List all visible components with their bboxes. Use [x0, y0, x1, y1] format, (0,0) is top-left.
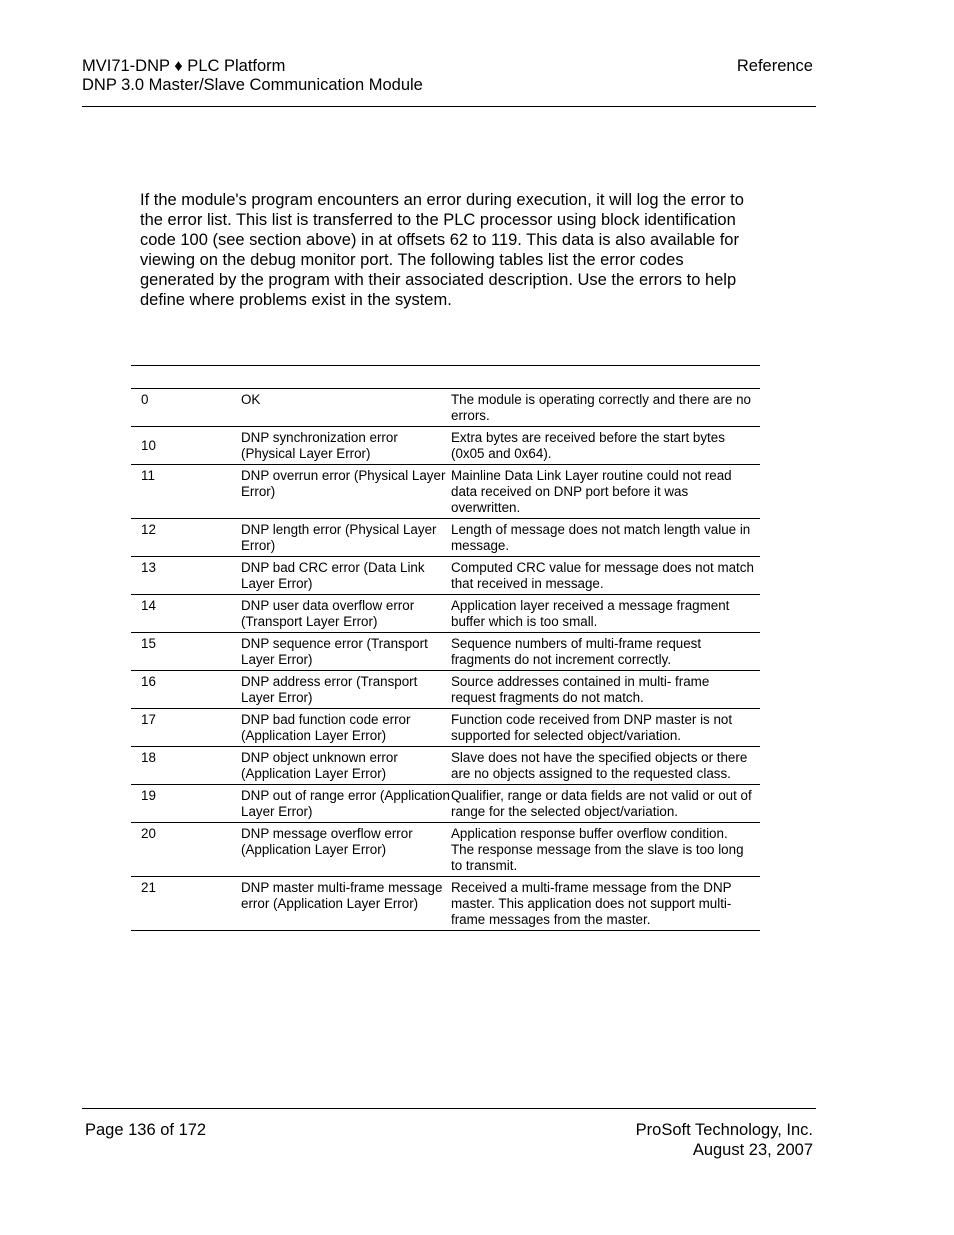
- error-name: DNP user data overflow error (Transport Layer Error): [241, 595, 451, 633]
- error-description: Received a multi-frame message from the DNP master. This application does not support multi-frame messages from the master.: [451, 877, 760, 931]
- error-description: Qualifier, range or data fields are not valid or out of range for the selected object/variation.: [451, 785, 760, 823]
- error-name: DNP message overflow error (Application Layer Error): [241, 823, 451, 877]
- error-code: 0: [131, 389, 241, 427]
- error-name: DNP length error (Physical Layer Error): [241, 519, 451, 557]
- header-section-label: Reference: [736, 57, 813, 75]
- error-code-table: [131, 365, 760, 931]
- error-code: 19: [131, 785, 241, 823]
- error-name: DNP sequence error (Transport Layer Error): [241, 633, 451, 671]
- page-number: Page 136 of 172: [85, 1121, 207, 1139]
- error-name: DNP bad function code error (Application Layer Error): [241, 709, 451, 747]
- table-row: [131, 785, 760, 823]
- table-row: [131, 633, 760, 671]
- table-row: [131, 427, 760, 465]
- error-description: Slave does not have the specified objects or there are no objects assigned to the requested class.: [451, 747, 760, 785]
- error-description: Computed CRC value for message does not match that received in message.: [451, 557, 760, 595]
- error-name: DNP address error (Transport Layer Error): [241, 671, 451, 709]
- table-row: [131, 747, 760, 785]
- table-row: [131, 519, 760, 557]
- error-code: 11: [131, 465, 241, 519]
- table-row: [131, 671, 760, 709]
- error-description: Function code received from DNP master is not supported for selected object/variation.: [451, 709, 760, 747]
- error-code: 16: [131, 671, 241, 709]
- error-code: 17: [131, 709, 241, 747]
- error-description: Application response buffer overflow condition. The response message from the slave is too long to transmit.: [451, 823, 760, 877]
- table-header-cell: [131, 366, 241, 389]
- table-row: [131, 709, 760, 747]
- intro-paragraph: If the module's program encounters an error during execution, it will log the error to the error list. This list is transferred to the PLC processor using block identification code 100 (see section above) in at offsets 62 to 119. This data is also available for viewing on the debug monitor port. The following tables list the error codes generated by the program with their associated description. Use the errors to help define where problems exist in the system.: [140, 191, 744, 309]
- table-header-cell: [451, 366, 760, 389]
- error-description: Extra bytes are received before the start bytes (0x05 and 0x64).: [451, 427, 760, 465]
- error-code: 20: [131, 823, 241, 877]
- error-description: Mainline Data Link Layer routine could not read data received on DNP port before it was overwritten.: [451, 465, 760, 519]
- error-description: Length of message does not match length value in message.: [451, 519, 760, 557]
- table-row: [131, 389, 760, 427]
- error-code: 21: [131, 877, 241, 931]
- error-code: 10: [131, 427, 241, 465]
- error-name: OK: [241, 389, 451, 427]
- error-description: Sequence numbers of multi-frame request fragments do not increment correctly.: [451, 633, 760, 671]
- error-name: DNP overrun error (Physical Layer Error): [241, 465, 451, 519]
- error-code: 18: [131, 747, 241, 785]
- table-header-row: [131, 366, 760, 389]
- error-name: DNP bad CRC error (Data Link Layer Error): [241, 557, 451, 595]
- error-description: Application layer received a message fragment buffer which is too small.: [451, 595, 760, 633]
- table-row: [131, 877, 760, 931]
- error-name: DNP synchronization error (Physical Layer Error): [241, 427, 451, 465]
- table-row: [131, 465, 760, 519]
- error-code: 13: [131, 557, 241, 595]
- error-name: DNP out of range error (Application Layer Error): [241, 785, 451, 823]
- page-footer: [82, 1108, 816, 1169]
- header-module-title: DNP 3.0 Master/Slave Communication Module: [82, 76, 423, 94]
- error-name: DNP object unknown error (Application Layer Error): [241, 747, 451, 785]
- page-header: [82, 56, 816, 107]
- publication-date: August 23, 2007: [692, 1141, 813, 1159]
- error-code: 14: [131, 595, 241, 633]
- table-header-cell: [241, 366, 451, 389]
- error-description: Source addresses contained in multi- frame request fragments do not match.: [451, 671, 760, 709]
- error-code: 15: [131, 633, 241, 671]
- error-name: DNP master multi-frame message error (Application Layer Error): [241, 877, 451, 931]
- error-code: 12: [131, 519, 241, 557]
- table-row: [131, 823, 760, 877]
- error-description: The module is operating correctly and there are no errors.: [451, 389, 760, 427]
- company-name: ProSoft Technology, Inc.: [635, 1121, 813, 1139]
- table-row: [131, 595, 760, 633]
- table-row: [131, 557, 760, 595]
- header-product-title: MVI71-DNP ♦ PLC Platform: [82, 57, 286, 75]
